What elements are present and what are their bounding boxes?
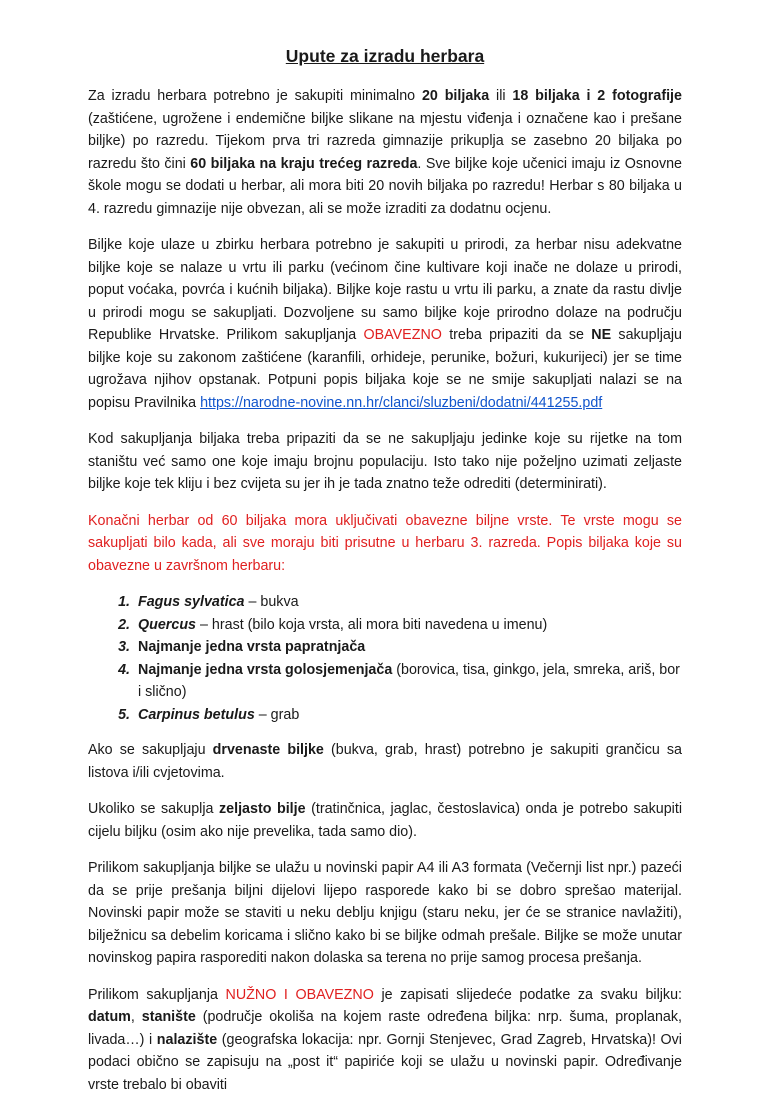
obavezno-highlight: OBAVEZNO	[364, 327, 442, 343]
pravilnik-link[interactable]: https://narodne-novine.nn.hr/clanci/sluzbeni/dodatni/441255.pdf	[200, 395, 602, 411]
paragraph-mandatory-species: Konačni herbar od 60 biljaka mora uključivati obavezne biljne vrste. Te vrste mogu se sakupljati bilo kada, ali sve moraju biti prisutne u herbaru 3. razreda. Popis biljaka koje su obavezne u završnom herbaru:	[88, 510, 682, 578]
list-item: 5. Carpinus betulus – grab	[134, 704, 682, 727]
paragraph-data-recording: Prilikom sakupljanja NUŽNO I OBAVEZNO je zapisati slijedeće podatke za svaku biljku: datum, stanište (područje okoliša na kojem raste određena biljka: nrp. šuma, proplanak, livada…) i nalazište (geografska lokacija: npr. Gornji Stenjevec, Grad Zagreb, Hrvatska)! Ovi podaci obično se zapisuju na „post it“ papiriće koji se ulažu u novinski papir. Određivanje vrste trebalo bi obaviti	[88, 984, 682, 1096]
paragraph-rare-species: Kod sakupljanja biljaka treba pripaziti da se ne sakupljaju jedinke koje su rijetke na tom staništu već samo one koje imaju brojnu populaciju. Isto tako nije poželjno uzimati zeljaste biljke koje tek kliju i bez cvijeta su jer ih je tada znatno teže odrediti (determinirati).	[88, 428, 682, 496]
page-title: Upute za izradu herbara	[88, 46, 682, 67]
paragraph-pressing: Prilikom sakupljanja biljke se ulažu u novinski papir A4 ili A3 formata (Večernji list npr.) pazeći da se prije prešanja biljni dijelovi lijepo rasporede kako bi se dobro sprešao materijal. Novinski papir može se staviti u neku deblju knjigu (staru neku, jer će se stranice navlažiti), bilježnicu sa debelim koricama i slično kako bi se biljke odmah prešale. Biljke se može unutar novinskog papira rasporediti nakon dolaska sa terena no prije samog procesa prešanja.	[88, 857, 682, 970]
paragraph-herbaceous-plants: Ukoliko se sakuplja zeljasto bilje (tratinčnica, jaglac, čestoslavica) onda je potrebo sakupiti cijelu biljku (osim ako nije prevelika, tada samo dio).	[88, 798, 682, 843]
nuzno-obavezno-highlight: NUŽNO I OBAVEZNO	[226, 987, 374, 1003]
paragraph-collection-rules: Biljke koje ulaze u zbirku herbara potrebno je sakupiti u prirodi, za herbar nisu adekvatne biljke koje se nalaze u vrtu ili parku (većinom čine kultivare koji inače ne dolaze u prirodi, poput voćaka, povrća i kućnih biljaka). Biljke koje rastu u vrtu ili parku, a znate da rastu divlje u prirodi mogu se sakupljati. Dozvoljene su samo biljke koje prirodno dolaze na području Republike Hrvatske. Prilikom sakupljanja OBAVEZNO treba pripaziti da se NE sakupljaju biljke koje su zakonom zaštićene (karanfili, orhideje, perunike, božuri, kukurijeci) jer se time ugrožava njihov opstanak. Potpuni popis biljaka koje se ne smije sakupljati nalazi se na popisu Pravilnika https://narodne-novine.nn.hr/clanci/sluzbeni/dodatni/441255.pdf	[88, 234, 682, 414]
list-item: 2. Quercus – hrast (bilo koja vrsta, ali mora biti navedena u imenu)	[134, 614, 682, 637]
paragraph-woody-plants: Ako se sakupljaju drvenaste biljke (bukva, grab, hrast) potrebno je sakupiti grančicu sa listova i/ili cvjetovima.	[88, 739, 682, 784]
paragraph-requirements: Za izradu herbara potrebno je sakupiti minimalno 20 biljaka ili 18 biljaka i 2 fotografije (zaštićene, ugrožene i endemične biljke slikane na mjestu viđenja i označene kao i prešane biljke) po razredu. Tijekom prva tri razreda gimnazije prikuplja se zasebno 20 biljaka po razredu što čini 60 biljaka na kraju trećeg razreda. Sve biljke koje učenici imaju iz Osnovne škole mogu se dodati u herbar, ali mora biti 20 novih biljaka po razredu! Herbar s 80 biljaka u 4. razredu gimnazije nije obvezan, ali se može izraditi za dodatnu ocjenu.	[88, 85, 682, 220]
list-item: 3. Najmanje jedna vrsta papratnjača	[134, 636, 682, 659]
list-item: 4. Najmanje jedna vrsta golosjemenjača (borovica, tisa, ginkgo, jela, smreka, ariš, bor i slično)	[134, 659, 682, 704]
list-item: 1. Fagus sylvatica – bukva	[134, 591, 682, 614]
mandatory-species-list	[88, 591, 682, 726]
